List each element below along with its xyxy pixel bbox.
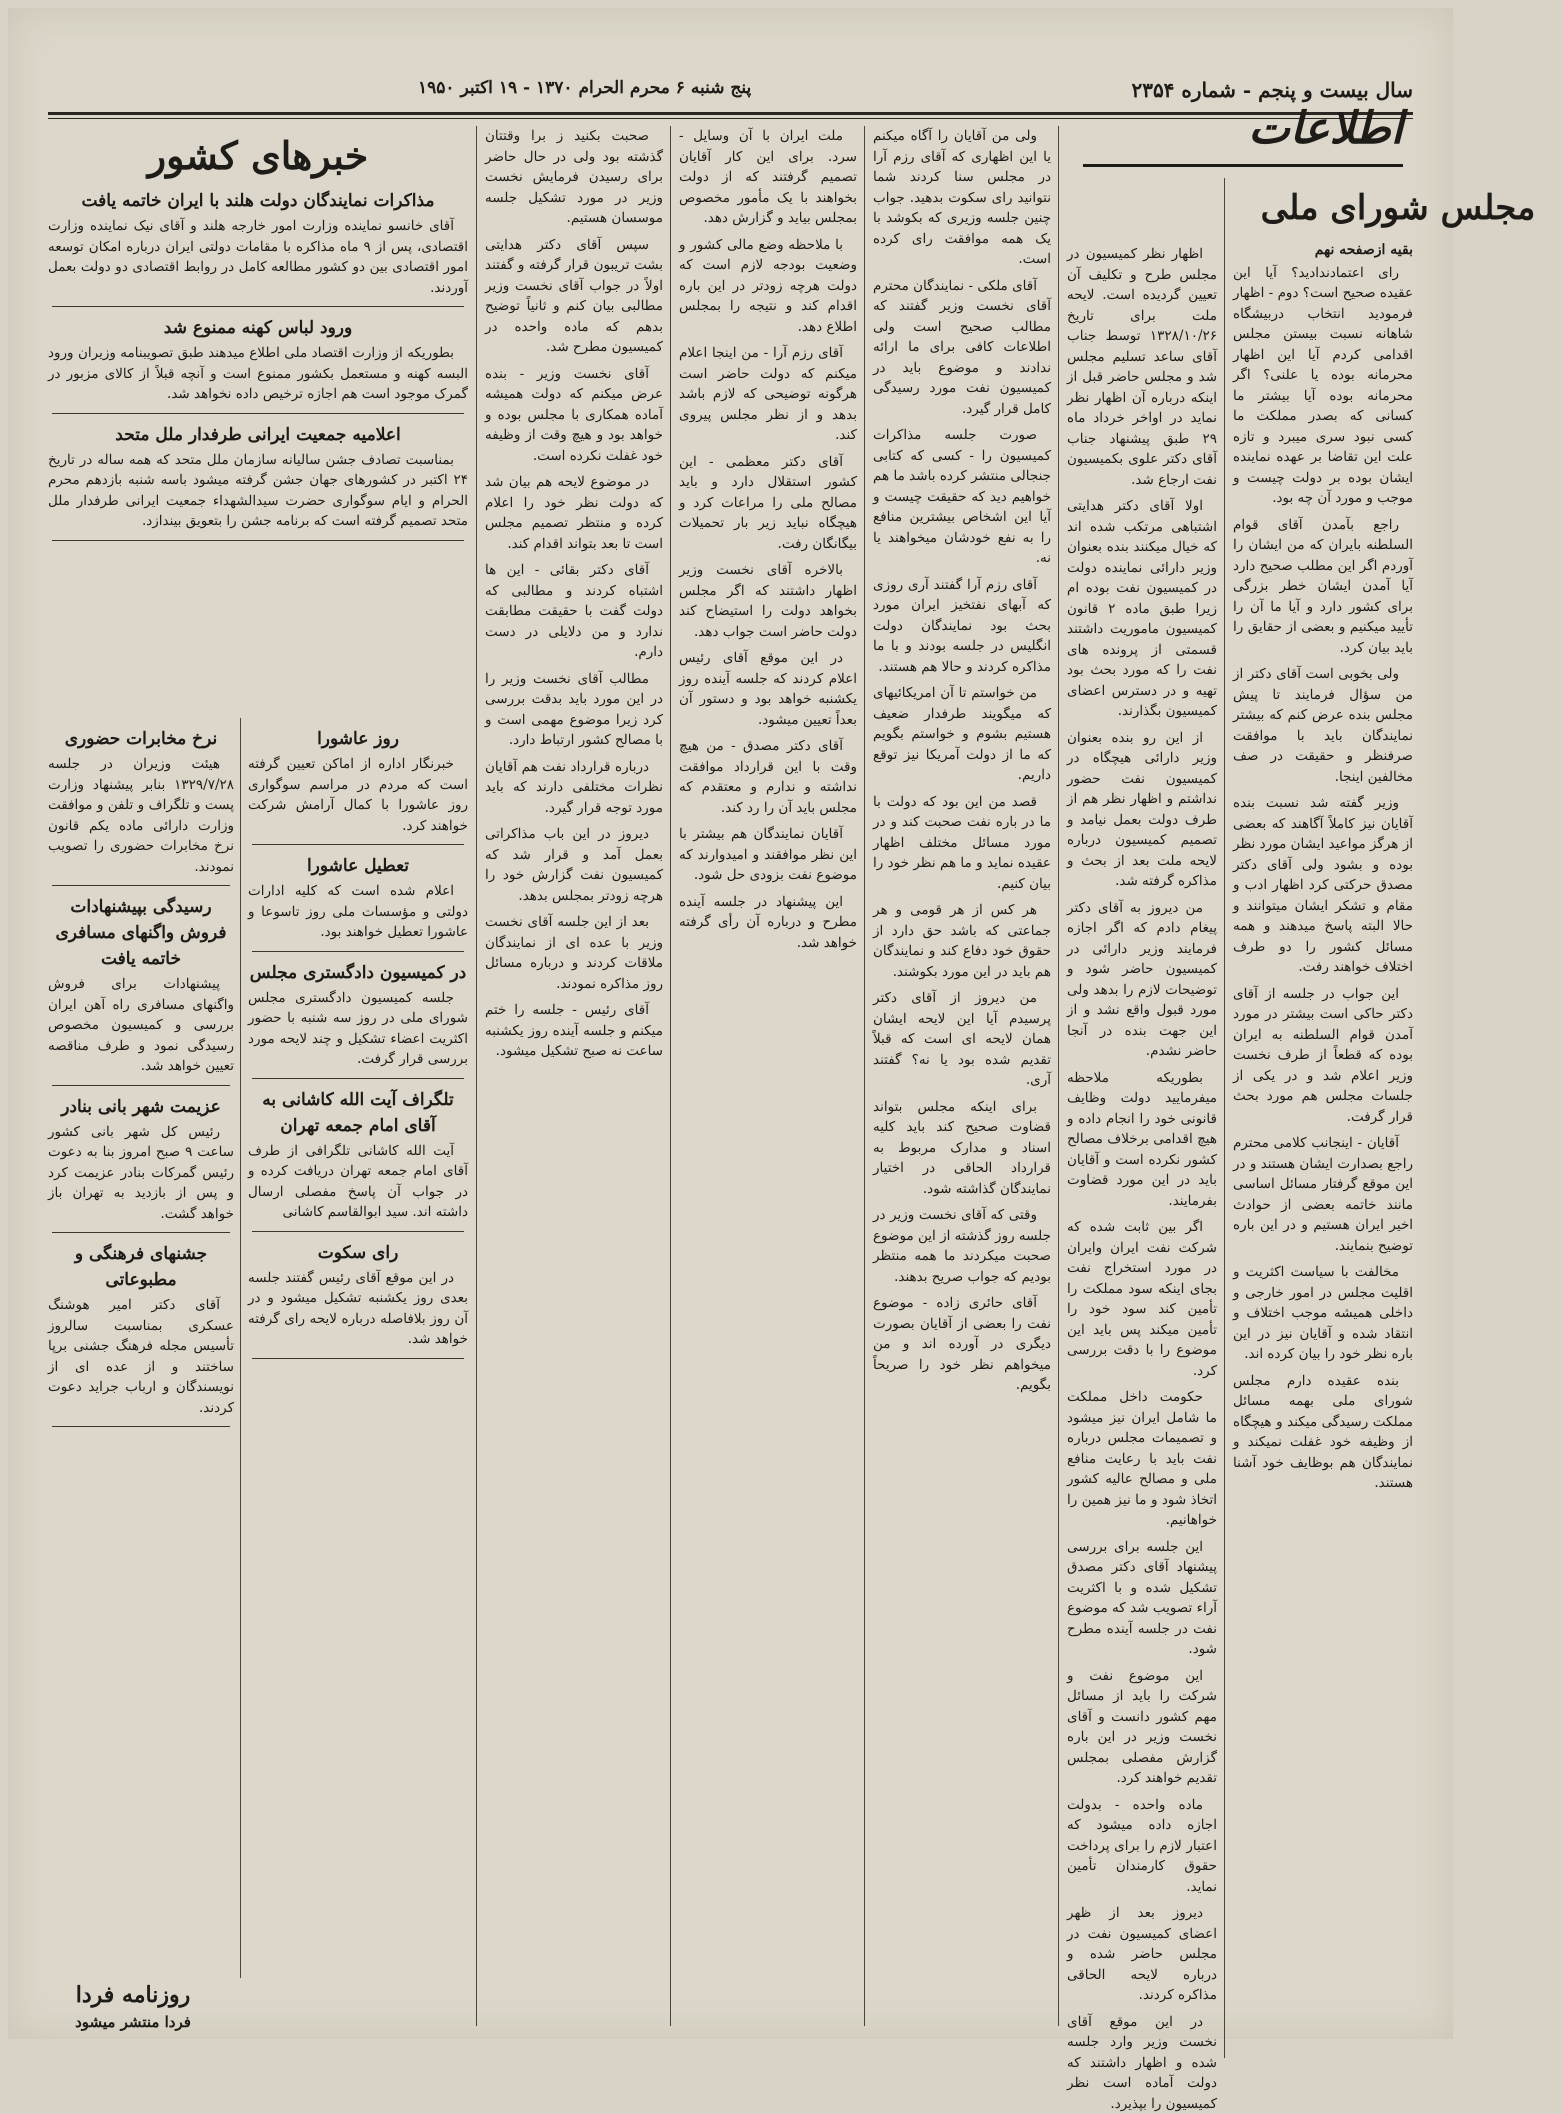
tomorrow-title: روزنامه فردا (48, 1980, 218, 2010)
article-paragraph: مطالب آقای نخست وزیر را در این مورد باید بدقت بررسی کرد زیرا موضوع مهمی است و با مصالح کشور ارتباط دارد. (485, 669, 663, 751)
news-divider (52, 885, 230, 886)
news-headline: اعلامیه جمعیت ایرانی طرفدار ملل متحد (48, 422, 468, 448)
news-body: خبرنگار اداره از اماکن تعیین گرفته است که مردم در مراسم سوگواری روز عاشورا با کمال آرامش شرکت خواهند کرد. (248, 754, 468, 836)
news-headline: ورود لباس کهنه ممنوع شد (48, 315, 468, 341)
article-paragraph: آقای رزم آرا - من اینجا اعلام میکنم که دولت حاضر است هرگونه توضیحی که لازم باشد بدهد و از نظر مجلس پیروی کند. (679, 343, 857, 446)
news-body: پیشنهادات برای فروش واگنهای مسافری راه آهن ایران بررسی و کمیسیون مخصوص رسیدگی نمود و طرف مناقصه تعیین خواهد شد. (48, 974, 234, 1077)
news-divider (252, 1078, 464, 1079)
news-divider (52, 1426, 230, 1427)
column-4 (679, 126, 857, 2026)
article-paragraph: بعد از این جلسه آقای نخست وزیر با عده ای از نمایندگان ملاقات کردند و درباره مسائل روز مذاکره نمودند. (485, 912, 663, 994)
column-5 (485, 126, 663, 2026)
newspaper-page (8, 8, 1453, 2039)
column-divider (670, 126, 671, 2026)
article-paragraph: بنده عقیده دارم مجلس شورای ملی بهمه مسائل مملکت رسیدگی میکند و هیچگاه از وظیفه خود غفلت نمیکند و نمایندگان هم بوظایف خود آشنا هستند. (1233, 1371, 1413, 1494)
article-paragraph: در این موقع آقای رئیس اعلام کردند که جلسه آینده روز یکشنبه خواهد بود و دستور آن بعداً تعیین میشود. (679, 648, 857, 730)
article-paragraph: بالاخره آقای نخست وزیر اظهار داشتند که اگر مجلس بخواهد دولت را استیضاح کند دولت حاضر است جواب دهد. (679, 560, 857, 642)
news-divider (52, 540, 464, 541)
news-divider (252, 1358, 464, 1359)
article-paragraph: اظهار نظر کمیسیون در مجلس طرح و تکلیف آن تعیین گردیده است. لایحه ملت برای تاریخ ۱۳۲۸/۱۰/۲۶ توسط جناب آقای ساعد تسلیم مجلس شد و مجلس حاضر قبل از اینکه درباره آن اظهار نظر نماید در اواخر خرداد ماه ۲۹ طبق پیشنهاد جناب آقای دکتر علوی بکمیسیون نفت ارجاع شد. (1067, 244, 1217, 490)
news-headline: مذاکرات نمایندگان دولت هلند با ایران خاتمه یافت (48, 188, 468, 214)
news-body: بمناسبت تصادف جشن سالیانه سازمان ملل متحد که همه ساله در تاریخ ۲۴ اکتبر در کشورهای جهان جشن گرفته میشود باسه شنبه بازدهم محرم الحرام و ایام سوگواری حضرت سیدالشهداء جمعیت ایرانی طرفدار ملل متحد تصمیم گرفته است که برنامه جشن را بتعویق بیندازد. (48, 450, 468, 532)
column-6b (248, 720, 468, 2040)
article-paragraph: دیروز در این باب مذاکراتی بعمل آمد و قرار شد که کمیسیون نفت گزارش خود را هرچه زودتر بمجلس بدهد. (485, 824, 663, 906)
article-paragraph: من دیروز از آقای دکتر پرسیدم آیا این لایحه ایشان همان لایحه ای است که قبلاً تقدیم شده بود یا نه؟ گفتند آری. (873, 988, 1051, 1091)
article-paragraph: دیروز بعد از ظهر اعضای کمیسیون نفت در مجلس حاضر شده و درباره لایحه الحاقی مذاکره کردند. (1067, 1903, 1217, 2006)
article-paragraph: آقایان نمایندگان هم بیشتر با این نظر موافقند و امیدوارند که موضوع نفت بزودی حل شود. (679, 824, 857, 886)
column-6a (48, 720, 234, 1960)
news-body: آقای دکتر امیر هوشنگ عسکری بمناسبت سالروز تأسیس مجله فرهنگ جشنی برپا ساختند و از عده ای از نویسندگان و ارباب جراید دعوت کردند. (48, 1295, 234, 1418)
article-paragraph: ملت ایران با آن وسایل - سرد. برای این کار آقایان تصمیم گرفتند که از دولت بخواهند با یک مأمور مخصوص بمجلس بیاید و گزارش دهد. (679, 126, 857, 229)
news-divider (252, 844, 464, 845)
article-paragraph: از این رو بنده بعنوان وزیر دارائی هیچگاه در کمیسیون نفت حضور نداشتم و اظهار نظر هم از طرف دولت بعمل نیامد و تصمیم کمیسیون درباره لایحه ملت بعد از بحث و مذاکره گرفته شد. (1067, 728, 1217, 892)
article-paragraph: درباره قرارداد نفت هم آقایان نظرات مختلفی دارند که باید مورد توجه قرار گیرد. (485, 757, 663, 819)
news-body: رئیس کل شهر بانی کشور ساعت ۹ صبح امروز بنا به دعوت رئیس گمرکات بنادر عزیمت کرد و پس از بازدید به تهران باز خواهد گشت. (48, 1122, 234, 1225)
news-body: بطوریکه از وزارت اقتصاد ملی اطلاع میدهند طبق تصویبنامه وزیران ورود البسه کهنه و مستعمل بکشور ممنوع است و آنچه قبلاً از کالای مزبور در گمرک موجود است هم اجازه ترخیص داده نخواهد شد. (48, 343, 468, 405)
news-divider (52, 1232, 230, 1233)
column-divider (1058, 126, 1059, 2026)
column-divider (864, 126, 865, 2026)
article-paragraph: راجع بآمدن آقای قوام السلطنه بایران که من ایشان را آوردم اگر این مطلب صحیح دارد آیا آمدن ایشان خطر بزرگی برای کشور دارد و آیا ما آن را تأیید میکنیم و بعضی از حقایق را باید بیان کرد. (1233, 515, 1413, 659)
column-2 (1067, 244, 1217, 1904)
article-paragraph: ولی بخوبی است آقای دکتر از من سؤال فرمایند تا پیش مجلس بنده عرض کنم که بیشتر نمایندگان باید با موافقت صرفنظر و حقیقت در صف مخالفین اینجا. (1233, 664, 1413, 787)
article-paragraph: سپس آقای دکتر هدایتی بشت تریبون قرار گرفته و گفتند اولاً در جواب آقای نخست وزیر مطالبی بیان کنم و ثانیاً توضیح بدهم که ماده واحده در کمیسیون مطرح شد. (485, 235, 663, 358)
news-headline: در کمیسیون دادگستری مجلس (248, 960, 468, 986)
article-paragraph: این پیشنهاد در جلسه آینده مطرح و درباره آن رأی گرفته خواهد شد. (679, 892, 857, 954)
news-headline: جشنهای فرهنگی و مطبوعاتی (48, 1241, 234, 1293)
news-divider (52, 1085, 230, 1086)
article-paragraph: با ملاحظه وضع مالی کشور و وضعیت بودجه لازم است که دولت هرچه زودتر در این باره اقدام کند و نتیجه را بمجلس اطلاع دهد. (679, 235, 857, 338)
article-paragraph: آقای نخست وزیر - بنده عرض میکنم که دولت همیشه آماده همکاری با مجلس بوده و خواهد بود و هیچ وقت از وظیفه خود غفلت نکرده است. (485, 364, 663, 467)
headline-country-news: خبرهای کشور (48, 130, 468, 182)
column-6 (48, 126, 468, 716)
news-headline: عزیمت شهر بانی بنادر (48, 1094, 234, 1120)
article-paragraph: ماده واحده - بدولت اجازه داده میشود که اعتبار لازم را برای پرداخت حقوق کارمندان تأمین نماید. (1067, 1795, 1217, 1898)
tomorrow-subtitle: فردا منتشر میشود (48, 2010, 218, 2034)
column-3 (873, 126, 1051, 2026)
news-headline: تعطیل عاشورا (248, 853, 468, 879)
news-body: جلسه کمیسیون دادگستری مجلس شورای ملی در روز سه شنبه با حضور اکثریت اعضاء تشکیل و چند لایحه مورد بررسی قرار گرفت. (248, 988, 468, 1070)
news-body: آقای خانسو نماینده وزارت امور خارجه هلند و آقای نیک نماینده وزارت اقتصادی، پس از ۹ ماه مذاکره با مقامات دولتی ایران درباره امکان توسعه امور اقتصادی بین دو کشور مطالعه کامل در روابط اقتصادی دو دولت بعمل آوردند. (48, 216, 468, 298)
article-paragraph: آقای رئیس - جلسه را ختم میکنم و جلسه آینده روز یکشنبه ساعت نه صبح تشکیل میشود. (485, 1000, 663, 1062)
article-paragraph: اگر بین ثابت شده که شرکت نفت ایران وایران در مورد استخراج نفت بجای اینکه سود مملکت را تأمین کند سود خود را تأمین میکند پس باید این موضوع را با دقت بررسی کرد. (1067, 1217, 1217, 1381)
news-headline: تلگراف آیت الله کاشانی به آقای امام جمعه تهران (248, 1087, 468, 1139)
article-paragraph: در این موقع آقای نخست وزیر وارد جلسه شده و اظهار داشتند که دولت آماده است نظر کمیسیون را بپذیرد. (1067, 2012, 1217, 2114)
news-divider (52, 413, 464, 414)
news-body: در این موقع آقای رئیس گفتند جلسه بعدی روز یکشنبه تشکیل میشود و در آن روز بلافاصله درباره لایحه رای گرفته خواهد شد. (248, 1268, 468, 1350)
article-paragraph: صورت جلسه مذاکرات کمیسیون را - کسی که کتابی جنجالی منتشر کرده باشد ما هم خواهیم دید که حقیقت چیست و آیا این اشخاص بیشترین منافع را به نفع خودشان میخواهند یا نه. (873, 425, 1051, 569)
article-paragraph: حکومت داخل مملکت ما شامل ایران نیز میشود و تصمیمات مجلس درباره نفت باید با رعایت منافع ملی و مصالح عالیه کشور اتخاذ شود و ما نیز همین را خواهانیم. (1067, 1387, 1217, 1531)
continued-note: بقیه ازصفحه نهم (1233, 240, 1413, 261)
article-paragraph: من خواستم تا آن امریکائیهای که میگویند طرفدار ضعیف هستیم بشوم و خواستم بگویم که ما از دولت آمریکا نیز توقع داریم. (873, 683, 1051, 786)
column-1 (1233, 178, 1413, 2068)
news-body: هیئت وزیران در جلسه ۱۳۲۹/۷/۲۸ بنابر پیشنهاد وزارت پست و تلگراف و تلفن و موافقت وزارت دارائی ماده یکم قانون نرخ مخابرات حضوری را تصویب نمودند. (48, 754, 234, 877)
article-paragraph: آقای دکتر مصدق - من هیچ وقت با این قرارداد موافقت نداشته و ندارم و معتقدم که مجلس باید آن را رد کند. (679, 736, 857, 818)
article-paragraph: وقتی که آقای نخست وزیر در جلسه روز گذشته از این موضوع صحبت میکردند ما همه منتظر بودیم که جواب صریح بدهند. (873, 1205, 1051, 1287)
article-paragraph: من دیروز به آقای دکتر پیغام دادم که اگر اجازه فرمایند وزیر دارائی در کمیسیون حاضر شود و توضیحات لازم را بدهد ولی مورد قبول واقع نشد و از این جهت بنده در آنجا حاضر نشدم. (1067, 898, 1217, 1062)
article-paragraph: اولا آقای دکتر هدایتی اشتباهی مرتکب شده اند که خیال میکنند بنده بعنوان وزیر دارائی نماینده دولت در کمیسیون نفت بوده ام زیرا طبق ماده ۲ قانون کمیسیون ماموریت داشتند قسمتی از پرونده های نفت را که مورد بحث بود تهیه و در دسترس اعضای کمیسیون بگذارند. (1067, 496, 1217, 722)
article-paragraph: هر کس از هر قومی و هر جماعتی که باشد حق دارد از حقوق خود دفاع کند و نمایندگان هم باید در این مورد بکوشند. (873, 900, 1051, 982)
article-paragraph: آقایان - اینجانب کلامی محترم راجع بصدارت ایشان هستند و در این موقع گرفتار مسائل اساسی مانند خاتمه بعضی از حوادث اخیر ایران هستیم و در این باره توضیح بنمایند. (1233, 1133, 1413, 1256)
article-paragraph: مخالفت با سیاست اکثریت و اقلیت مجلس در امور خارجی و داخلی همیشه موجب اختلاف و انتقاد شده و آقایان نیز در این باره نظر خود را بیان کرده اند. (1233, 1262, 1413, 1365)
newspaper-brand: اطلاعات (1093, 103, 1403, 173)
article-paragraph: ولی من آقایان را آگاه میکنم یا این اظهاری که آقای رزم آرا در مجلس سنا کردند شما نتوانید رای سکوت بدهید. جواب چنین جلسه وزیری که بکوشد با یک همه موافقت رای کرده است. (873, 126, 1051, 270)
column-divider (1224, 178, 1225, 2058)
article-paragraph: آقای ملکی - نمایندگان محترم آقای نخست وزیر گفتند که مطالب صحیح است ولی اطلاعات کافی برای ما ارائه ندادند و موضوع باید در کمیسیون نفت مورد رسیدگی کامل قرار گیرد. (873, 276, 1051, 420)
article-paragraph: آقای حائری زاده - موضوع نفت را بعضی از آقایان بصورت دیگری در آورده اند و من میخواهم نظر خود را صریحاً بگویم. (873, 1293, 1051, 1396)
article-paragraph: برای اینکه مجلس بتواند قضاوت صحیح کند باید کلیه اسناد و مدارک مربوط به قرارداد الحاقی در اختیار نمایندگان گذاشته شود. (873, 1097, 1051, 1200)
article-paragraph: رای اعتمادندادید؟ آیا این عقیده صحیح است؟ دوم - اظهار فرمودید انتخاب دربیشگاه شاهانه نسبت بیستن مجلس اقدامی کردم آیا این اظهار محرمانه بوده یا علنی؟ اگر محرمانه بوده آیا بیشتر ما کسانی که بصدر مملکت ما کسی نبود سری میبرد و تازه علت این تقاضا بر عهده نماینده ایشان بوده بر دولت چیست و موجب و مورد آن چه بود. (1233, 263, 1413, 509)
news-headline: روز عاشورا (248, 726, 468, 752)
issue-date: پنج شنبه ۶ محرم الحرام ۱۳۷۰ - ۱۹ اکتبر ۱۹۵۰ (418, 78, 751, 98)
column-divider (240, 718, 241, 1978)
article-paragraph: این جواب در جلسه از آقای دکتر حاکی است بیشتر در مورد آمدن قوام السلطنه به ایران بوده که قطعاً از طرف نخست وزیر اعلام شد و در یکی از جلسات مجلس هم مورد بحث قرار گرفت. (1233, 984, 1413, 1128)
news-divider (52, 306, 464, 307)
article-paragraph: وزیر گفته شد نسبت بنده آقایان نیز کاملاً آگاهند که بعضی از هرگز مواعید ایشان مورد نظر بوده و بشود ولی آقای دکتر مصدق حرکتی کرد اظهار ادب و مقام و تشکر ایشان میتوانند و حالا البته پاسخ میدهند و همه مسائل کشور را دو طرف اختلاف خواهند رفت. (1233, 793, 1413, 978)
news-headline: رای سکوت (248, 1240, 468, 1266)
column-divider (476, 126, 477, 2026)
news-headline: نرخ مخابرات حضوری (48, 726, 234, 752)
news-body: اعلام شده است که کلیه ادارات دولتی و مؤسسات ملی روز تاسوعا و عاشورا تعطیل خواهند بود. (248, 881, 468, 943)
article-paragraph: قصد من این بود که دولت با ما در باره نفت صحبت کند و در مورد مسائل مختلف اظهار عقیده نماید و ما هم نظر خود را بیان کنیم. (873, 792, 1051, 895)
article-paragraph: این موضوع نفت و شرکت را باید از مسائل مهم کشور دانست و آقای نخست وزیر در این باره گزارش مفصلی بمجلس تقدیم خواهند کرد. (1067, 1666, 1217, 1789)
article-paragraph: آقای دکتر معظمی - این کشور استقلال دارد و باید مصالح ملی را مراعات کرد و هیچگاه نباید زیر بار تحمیلات بیگانگان رفت. (679, 452, 857, 555)
brand-rule (1083, 164, 1403, 167)
article-paragraph: این جلسه برای بررسی پیشنهاد آقای دکتر مصدق تشکیل شده و با اکثریت آراء تصویب شد که موضوع نفت در جلسه آینده مطرح شود. (1067, 1537, 1217, 1660)
article-paragraph: آقای رزم آرا گفتند آری روزی که آبهای نفتخیز ایران مورد بحث بود نمایندگان دولت انگلیس در جلسه بودند و با ما مذاکره کردند و حالا هم هستند. (873, 575, 1051, 678)
news-headline: رسیدگی بپیشنهادات فروش واگنهای مسافری خاتمه یافت (48, 894, 234, 972)
article-paragraph: آقای دکتر بقائی - این ها اشتباه کردند و مطالبی که دولت گفت با حقیقت مطابقت ندارد و من دلایلی در دست دارم. (485, 560, 663, 663)
news-divider (252, 1231, 464, 1232)
headline-majlis: مجلس شورای ملی (1233, 182, 1563, 234)
article-paragraph: بطوریکه ملاحظه میفرمایید دولت وظایف قانونی خود را انجام داده و هیچ اقدامی برخلاف مصالح کشور نکرده است و آقایان باید در این مورد قضاوت بفرمایند. (1067, 1068, 1217, 1212)
news-divider (252, 951, 464, 952)
news-body: آیت الله کاشانی تلگرافی از طرف آقای امام جمعه تهران دریافت کرده و در جواب آن پاسخ مفصلی ارسال داشته اند. سید ابوالقاسم کاشانی (248, 1141, 468, 1223)
tomorrow-box (48, 1980, 218, 2040)
article-paragraph: در موضوع لایحه هم بیان شد که دولت نظر خود را اعلام کرده و منتظر تصمیم مجلس است تا بعد بتواند اقدام کند. (485, 472, 663, 554)
year-issue: سال بیست و پنجم - شماره ۲۳۵۴ (1131, 78, 1413, 102)
article-paragraph: صحبت بکنید ز برا وقتتان گذشته بود ولی در حال حاضر برای رسیدن فرمایش نخست وزیر در مورد تشکیل جلسه موسسان هستیم. (485, 126, 663, 229)
